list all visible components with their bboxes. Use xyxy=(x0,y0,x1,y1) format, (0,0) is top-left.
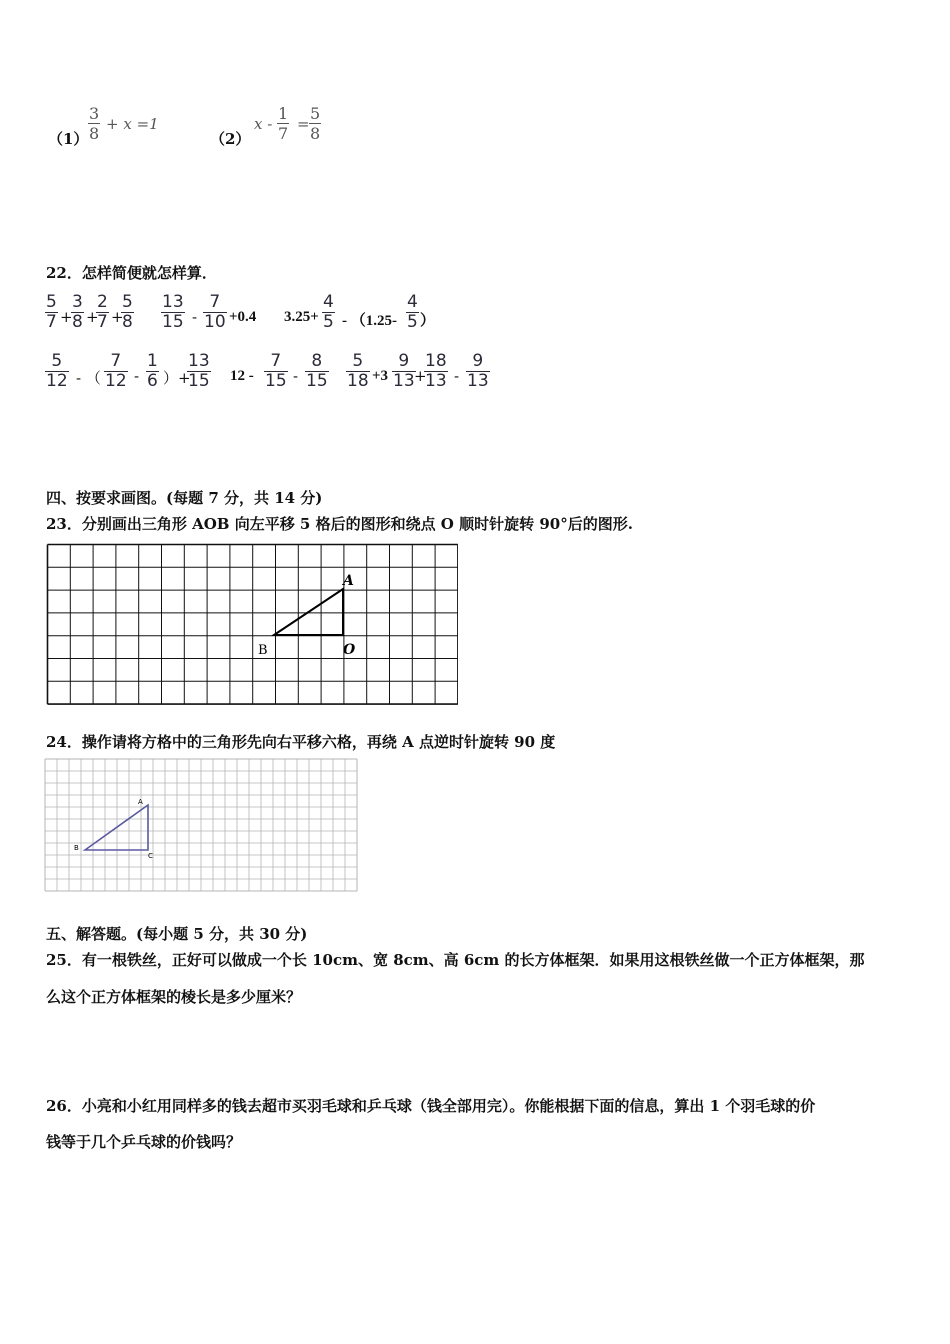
fraction: $\frac{4}{5}$ xyxy=(323,292,334,332)
q24-text: 24．操作请将方格中的三角形先向右平移六格，再绕 A 点逆时针旋转 90 度 xyxy=(46,733,556,751)
q23-text: 23．分别画出三角形 AOB 向左平移 5 格后的图形和绕点 O 顺时针旋转 90°后的图形. xyxy=(46,515,633,533)
operator: - （ xyxy=(76,369,101,387)
grid-2-label-b: B xyxy=(74,844,79,852)
operator: + xyxy=(414,367,427,385)
grid-1 xyxy=(46,543,458,707)
equation-2-lead: x - xyxy=(254,115,273,133)
operator: + xyxy=(86,308,99,326)
expr-mid: - （1.25- xyxy=(342,313,397,329)
operator: + xyxy=(111,308,124,326)
expr-head: 12 - xyxy=(230,368,254,384)
section-5-heading: 五、解答题。(每小题 5 分，共 30 分) xyxy=(46,925,308,943)
fraction: $\frac{9}{13}$ xyxy=(393,351,415,391)
q26-line-2: 钱等于几个乒乓球的价钱吗？ xyxy=(46,1133,242,1151)
grid-2-label-a: A xyxy=(138,798,143,806)
grid-2-lines xyxy=(45,759,357,891)
triangle-aob xyxy=(274,589,343,635)
operator: - xyxy=(293,367,299,385)
equation-1-rest: + x =1 xyxy=(106,115,159,133)
fraction: $\frac{4}{5}$ xyxy=(407,292,418,332)
fraction: $\frac{18}{13}$ xyxy=(425,351,447,391)
operator: - xyxy=(454,367,460,385)
q26-line-1: 26．小亮和小红用同样多的钱去超市买羽毛球和乒乓球（钱全部用完）。你能根据下面的信息，算出 1 个羽毛球的价 xyxy=(46,1097,816,1115)
expr-tail: +0.4 xyxy=(229,309,257,325)
fraction: $\frac{5}{7}$ xyxy=(46,292,57,332)
expr-head: 3.25+ xyxy=(284,309,319,325)
fraction: $\frac{5}{12}$ xyxy=(46,351,68,391)
equation-1-label: （1） xyxy=(48,130,89,148)
fraction: $\frac{2}{7}$ xyxy=(97,292,108,332)
expr-tail: ） xyxy=(420,313,436,329)
operator: - xyxy=(192,308,198,326)
grid-1-label-a: A xyxy=(343,573,354,589)
fraction: $\frac{1}{6}$ xyxy=(147,351,158,391)
equation-2-label: （2） xyxy=(210,130,251,148)
fraction: $\frac{3}{8}$ xyxy=(72,292,83,332)
operator: - xyxy=(134,367,140,385)
grid-2-label-c: C xyxy=(148,852,153,860)
fraction: $\frac{8}{15}$ xyxy=(306,351,328,391)
equation-2-equals: = xyxy=(297,115,310,133)
grid-1-lines xyxy=(48,545,458,705)
q22-title: 22．怎样简便就怎样算． xyxy=(46,264,217,282)
fraction: $\frac{9}{13}$ xyxy=(467,351,489,391)
fraction: $\frac{5}{8}$ xyxy=(122,292,133,332)
grid-2 xyxy=(44,758,360,898)
grid-1-label-b: B xyxy=(258,643,268,658)
operator: ）+ xyxy=(163,369,191,387)
fraction: $\frac{13}{15}$ xyxy=(188,351,210,391)
equation-2-fraction-a: $\frac{1}{7}$ xyxy=(278,104,289,143)
fraction: $\frac{7}{15}$ xyxy=(265,351,287,391)
section-4-heading: 四、按要求画图。(每题 7 分，共 14 分) xyxy=(46,489,323,507)
fraction: $\frac{13}{15}$ xyxy=(162,292,184,332)
equation-1-fraction: $\frac{3}{8}$ xyxy=(89,104,100,143)
operator: + xyxy=(60,308,73,326)
fraction: $\frac{5}{18}$ xyxy=(347,351,369,391)
fraction: $\frac{7}{10}$ xyxy=(204,292,226,332)
grid-1-label-o: O xyxy=(343,642,356,658)
fraction: $\frac{7}{12}$ xyxy=(105,351,127,391)
operator: +3 xyxy=(372,368,389,384)
q25-line-2: 么这个正方体框架的棱长是多少厘米？ xyxy=(46,988,302,1006)
q25-line-1: 25．有一根铁丝，正好可以做成一个长 10cm、宽 8cm、高 6cm 的长方体框架．如果用这根铁丝做一个正方体框架，那 xyxy=(46,951,865,969)
equation-2-fraction-b: $\frac{5}{8}$ xyxy=(310,104,321,143)
